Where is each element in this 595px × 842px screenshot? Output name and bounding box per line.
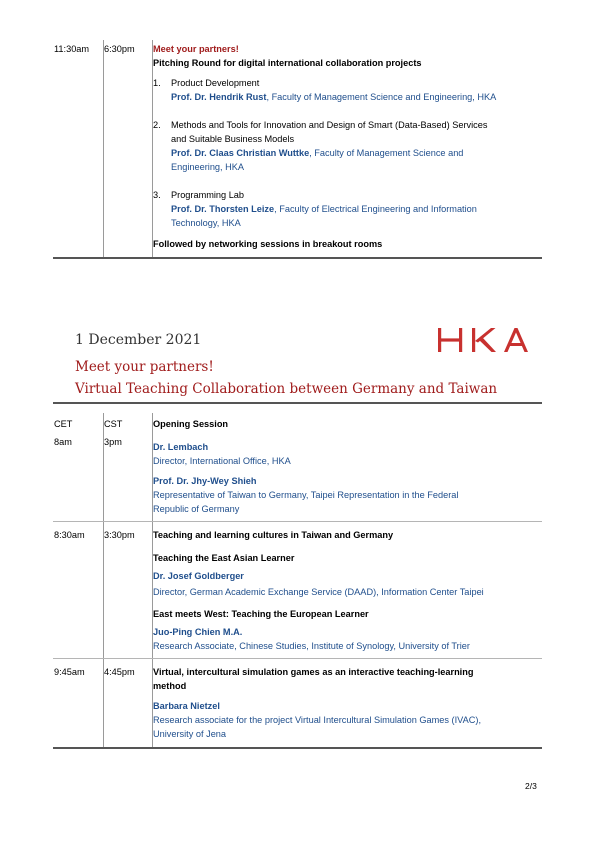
speaker-name: Juo-Ping Chien M.A.: [153, 627, 243, 637]
section-heading: Meet your partners!: [153, 44, 239, 54]
speaker-affiliation: Representative of Taiwan to Germany, Taipei Representation in the Federal: [153, 490, 459, 500]
speaker-affiliation: Research associate for the project Virtual Intercultural Simulation Games (IVAC),: [153, 715, 481, 725]
column-divider: [103, 413, 104, 748]
speaker-name: Prof. Dr. Jhy-Wey Shieh: [153, 476, 257, 486]
session-title: Virtual, intercultural simulation games as an interactive teaching-learning: [153, 667, 474, 677]
item-title: Programming Lab: [171, 190, 245, 200]
speaker-name: Dr. Josef Goldberger: [153, 571, 244, 581]
item-number: 2.: [153, 120, 161, 130]
session-time-cst: 4:45pm: [104, 667, 135, 677]
speaker-affiliation: , Faculty of Management Science and: [309, 148, 464, 158]
speaker-affiliation: Technology, HKA: [171, 218, 241, 228]
speaker-affiliation: Research Associate, Chinese Studies, Institute of Synology, University of Trier: [153, 641, 470, 651]
session-time-cet: 9:45am: [54, 667, 85, 677]
speaker-affiliation: University of Jena: [153, 729, 227, 739]
page-number: 2/3: [525, 781, 537, 791]
session-title: method: [153, 681, 187, 691]
section-footer: Followed by networking sessions in breakout rooms: [153, 239, 383, 249]
row-divider: [53, 521, 542, 522]
item-title: and Suitable Business Models: [171, 134, 295, 144]
session-title: Teaching and learning cultures in Taiwan and Germany: [153, 530, 394, 540]
row-divider: [53, 658, 542, 659]
session-time-cst: 3pm: [104, 437, 122, 447]
item-title: Product Development: [171, 78, 260, 88]
speaker-name: Prof. Dr. Thorsten Leize: [171, 204, 275, 214]
page-date: 1 December 2021: [75, 332, 202, 348]
session-title: Opening Session: [153, 419, 229, 429]
column-header-cet: CET: [54, 419, 73, 429]
session-subtitle: East meets West: Teaching the European Learner: [153, 609, 369, 619]
item-number: 3.: [153, 190, 161, 200]
session-time-cst: 3:30pm: [104, 530, 135, 540]
table-bottom-rule: [53, 747, 542, 749]
header-rule: [53, 402, 542, 404]
header-title: Meet your partners!: [75, 359, 214, 375]
section-subheading: Pitching Round for digital international collaboration projects: [153, 58, 422, 68]
session-time-cet: 8:30am: [54, 530, 85, 540]
column-divider: [152, 40, 153, 258]
speaker-affiliation: Engineering, HKA: [171, 162, 245, 172]
hka-logo: [438, 327, 534, 353]
item-number: 1.: [153, 78, 161, 88]
session-time-cet: 8am: [54, 437, 72, 447]
column-header-cst: CST: [104, 419, 123, 429]
table-bottom-rule: [53, 257, 542, 259]
speaker-affiliation: Republic of Germany: [153, 504, 240, 514]
speaker-name: Barbara Nietzel: [153, 701, 220, 711]
column-divider: [103, 40, 104, 258]
item-speaker-line: [171, 147, 463, 159]
speaker-name: Prof. Dr. Hendrik Rust: [171, 92, 267, 102]
speaker-affiliation: Director, German Academic Exchange Service (DAAD), Information Center Taipei: [153, 587, 484, 597]
speaker-affiliation: Director, International Office, HKA: [153, 456, 291, 466]
speaker-name: Dr. Lembach: [153, 442, 209, 452]
item-speaker-line: [171, 203, 477, 215]
speaker-name: Prof. Dr. Claas Christian Wuttke: [171, 148, 310, 158]
session-subtitle: Teaching the East Asian Learner: [153, 553, 295, 563]
time-cst: 6:30pm: [104, 44, 135, 54]
item-title: Methods and Tools for Innovation and Design of Smart (Data-Based) Services: [171, 120, 488, 130]
header-subtitle: Virtual Teaching Collaboration between Germany and Taiwan: [75, 381, 498, 397]
time-cet: 11:30am: [54, 44, 90, 54]
speaker-affiliation: , Faculty of Management Science and Engineering, HKA: [266, 92, 497, 102]
item-speaker-line: [171, 91, 496, 103]
speaker-affiliation: , Faculty of Electrical Engineering and Information: [274, 204, 477, 214]
